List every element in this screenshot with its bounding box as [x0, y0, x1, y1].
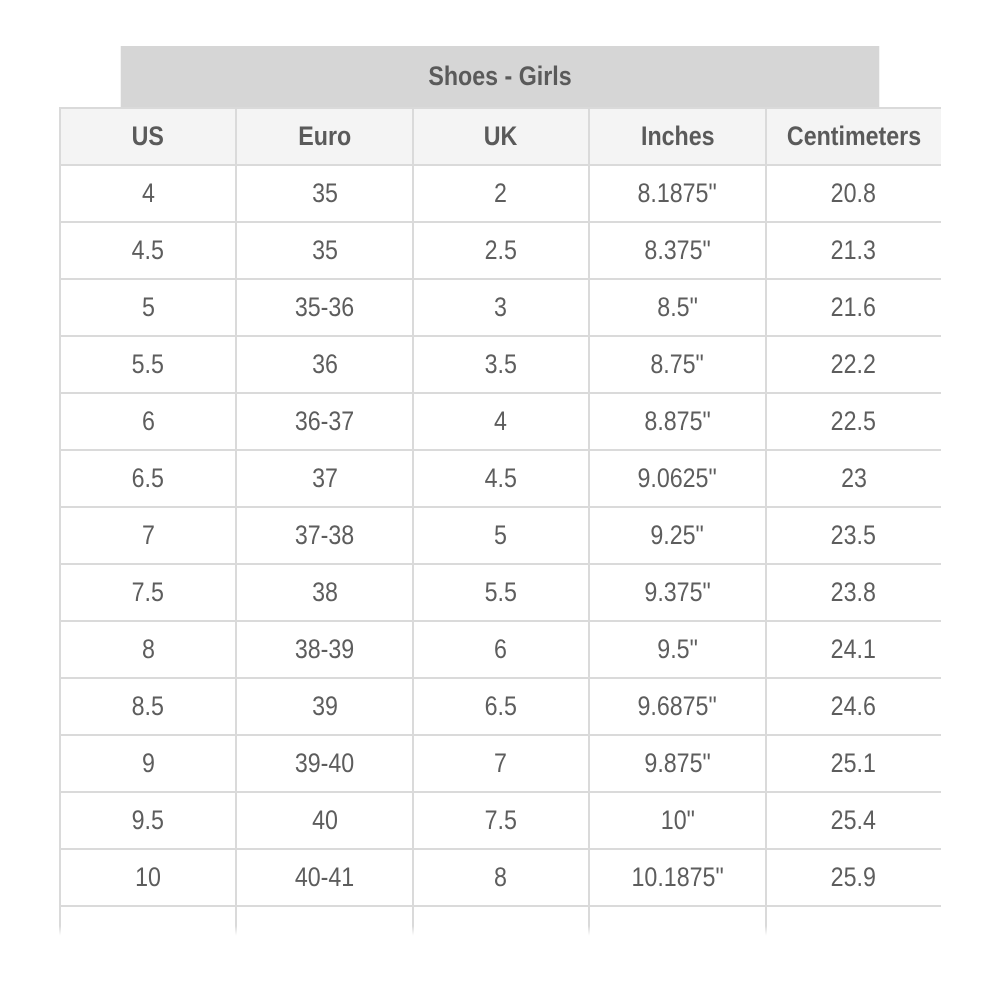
cell-value: 6.5	[484, 691, 518, 721]
cell-value: 8	[141, 634, 155, 664]
cell-euro	[236, 792, 412, 849]
cell-uk	[413, 279, 589, 336]
cell-us	[60, 849, 236, 906]
cell-value: 23	[840, 463, 867, 493]
cell-value: 8.375"	[644, 235, 711, 265]
cell-value: 35-36	[294, 292, 355, 322]
column-header-label: Inches	[640, 121, 715, 151]
cell-value: 25.1	[831, 748, 877, 778]
cell-us	[60, 735, 236, 792]
cell-value: 2	[494, 178, 508, 208]
cell-value: 24.1	[831, 634, 877, 664]
cell-value: 4.5	[484, 463, 518, 493]
cell-value: 8.875"	[644, 406, 711, 436]
cell-value: 7	[141, 520, 155, 550]
cell-us	[60, 336, 236, 393]
cell-value: 36-37	[294, 406, 355, 436]
cell-inches	[589, 621, 765, 678]
cell-inches	[589, 279, 765, 336]
column-header-label: Centimeters	[786, 121, 921, 151]
cell-euro	[236, 222, 412, 279]
cell-value: 38	[311, 577, 338, 607]
cell-inches	[589, 678, 765, 735]
cell-centimeters	[766, 849, 941, 906]
cell-us	[60, 678, 236, 735]
cell-value: 37	[311, 463, 338, 493]
cell-euro	[236, 507, 412, 564]
cell-value: 40	[311, 805, 338, 835]
cell-value: 9	[141, 748, 155, 778]
column-header-centimeters	[766, 108, 941, 165]
cell-uk	[413, 735, 589, 792]
cell-euro	[236, 165, 412, 222]
cell-value: 23.5	[831, 520, 877, 550]
table-row	[60, 678, 941, 735]
table-row	[60, 735, 941, 792]
cell-inches	[589, 735, 765, 792]
cell-value: 10"	[660, 805, 695, 835]
cell-value: 36	[311, 349, 338, 379]
cell-value: 3	[494, 292, 508, 322]
cell-uk	[413, 222, 589, 279]
cell-euro	[236, 564, 412, 621]
cell-inches	[589, 564, 765, 621]
cell-value: 22.5	[831, 406, 877, 436]
size-chart	[59, 46, 941, 1000]
cell-centimeters	[766, 279, 941, 336]
cell-value: 5	[494, 520, 508, 550]
cell-value: 7.5	[484, 805, 518, 835]
cell-us	[60, 279, 236, 336]
cell-us	[60, 507, 236, 564]
cell-value: 2.5	[484, 235, 518, 265]
cell-us	[60, 393, 236, 450]
cell-value: 38-39	[294, 634, 355, 664]
cell-inches	[589, 165, 765, 222]
cell-value: 21.3	[831, 235, 877, 265]
cell-euro	[236, 393, 412, 450]
cell-value: 23.8	[831, 577, 877, 607]
table-row	[60, 621, 941, 678]
cell-inches	[589, 336, 765, 393]
cell-centimeters	[766, 450, 941, 507]
cell-value: 9.375"	[644, 577, 711, 607]
cell-value: 9.25"	[650, 520, 705, 550]
column-header-inches	[589, 108, 765, 165]
cell-value: 5	[141, 292, 155, 322]
column-header-us	[60, 108, 236, 165]
cell-inches	[589, 393, 765, 450]
table-row	[60, 507, 941, 564]
cell-value: 6	[141, 406, 155, 436]
table-row	[60, 393, 941, 450]
cell-us	[60, 621, 236, 678]
cell-value: 6.5	[132, 463, 165, 493]
cell-value: 5.5	[132, 349, 165, 379]
cell-value: 25.4	[831, 805, 877, 835]
cell-centimeters	[766, 678, 941, 735]
cell-value: 5.5	[484, 577, 518, 607]
cell-uk	[413, 165, 589, 222]
cell-us	[60, 564, 236, 621]
cell-us	[60, 165, 236, 222]
cell-centimeters	[766, 165, 941, 222]
cell-value: 8	[494, 862, 508, 892]
cell-uk	[413, 792, 589, 849]
cell-euro	[236, 678, 412, 735]
cell-centimeters	[766, 336, 941, 393]
cell-uk	[413, 450, 589, 507]
size-rows	[60, 165, 941, 962]
cell-inches	[589, 849, 765, 906]
cell-euro	[236, 621, 412, 678]
cell-value: 37-38	[294, 520, 355, 550]
cell-value: 20.8	[831, 178, 877, 208]
chart-title: Shoes - Girls	[121, 46, 880, 107]
cell-centimeters	[766, 564, 941, 621]
cell-us	[60, 792, 236, 849]
cell-value: 7.5	[132, 577, 165, 607]
column-header-label: UK	[484, 121, 518, 151]
column-header-euro	[236, 108, 412, 165]
cell-uk	[413, 507, 589, 564]
cell-value: 8.5	[132, 691, 165, 721]
cell-centimeters	[766, 621, 941, 678]
cell-uk	[413, 849, 589, 906]
cell-value: 9.5"	[657, 634, 698, 664]
table-row	[60, 564, 941, 621]
table-row	[60, 222, 941, 279]
cell-us	[60, 450, 236, 507]
cell-centimeters	[766, 393, 941, 450]
cell-value: 35	[311, 178, 338, 208]
cell-value: 9.5	[132, 805, 165, 835]
cell-euro	[236, 336, 412, 393]
cell-centimeters	[766, 507, 941, 564]
cell-uk	[413, 393, 589, 450]
bottom-fade	[59, 926, 941, 1000]
cell-value: 9.6875"	[637, 691, 718, 721]
cell-inches	[589, 507, 765, 564]
cell-euro	[236, 849, 412, 906]
cell-uk	[413, 336, 589, 393]
cell-value: 4.5	[132, 235, 165, 265]
cell-inches	[589, 222, 765, 279]
cell-value: 9.875"	[644, 748, 711, 778]
cell-centimeters	[766, 792, 941, 849]
cell-value: 8.5"	[657, 292, 698, 322]
cell-value: 8.75"	[650, 349, 705, 379]
cell-value: 4	[141, 178, 155, 208]
cell-euro	[236, 279, 412, 336]
cell-uk	[413, 564, 589, 621]
cell-us	[60, 222, 236, 279]
cell-value: 25.9	[831, 862, 877, 892]
cell-value: 40-41	[294, 862, 355, 892]
cell-value: 35	[311, 235, 338, 265]
cell-value: 6	[494, 634, 508, 664]
cell-value: 39	[311, 691, 338, 721]
size-table	[59, 107, 941, 962]
cell-inches	[589, 450, 765, 507]
table-row	[60, 849, 941, 906]
cell-value: 21.6	[831, 292, 877, 322]
cell-inches	[589, 792, 765, 849]
cell-value: 3.5	[484, 349, 518, 379]
cell-centimeters	[766, 735, 941, 792]
cell-value: 10.1875"	[631, 862, 724, 892]
cell-uk	[413, 678, 589, 735]
cell-value: 4	[494, 406, 508, 436]
cell-centimeters	[766, 222, 941, 279]
table-row	[60, 336, 941, 393]
column-header-label: US	[132, 121, 165, 151]
table-row	[60, 165, 941, 222]
cell-value: 10	[135, 862, 162, 892]
cell-value: 9.0625"	[637, 463, 718, 493]
column-header-label: Euro	[298, 121, 352, 151]
cell-value: 22.2	[831, 349, 877, 379]
cell-euro	[236, 735, 412, 792]
cell-value: 7	[494, 748, 508, 778]
cell-uk	[413, 621, 589, 678]
table-row	[60, 279, 941, 336]
cell-value: 39-40	[294, 748, 355, 778]
cell-value: 24.6	[831, 691, 877, 721]
cell-value: 8.1875"	[637, 178, 718, 208]
table-row	[60, 450, 941, 507]
header-row	[60, 108, 941, 165]
cell-euro	[236, 450, 412, 507]
column-header-uk	[413, 108, 589, 165]
table-row	[60, 792, 941, 849]
